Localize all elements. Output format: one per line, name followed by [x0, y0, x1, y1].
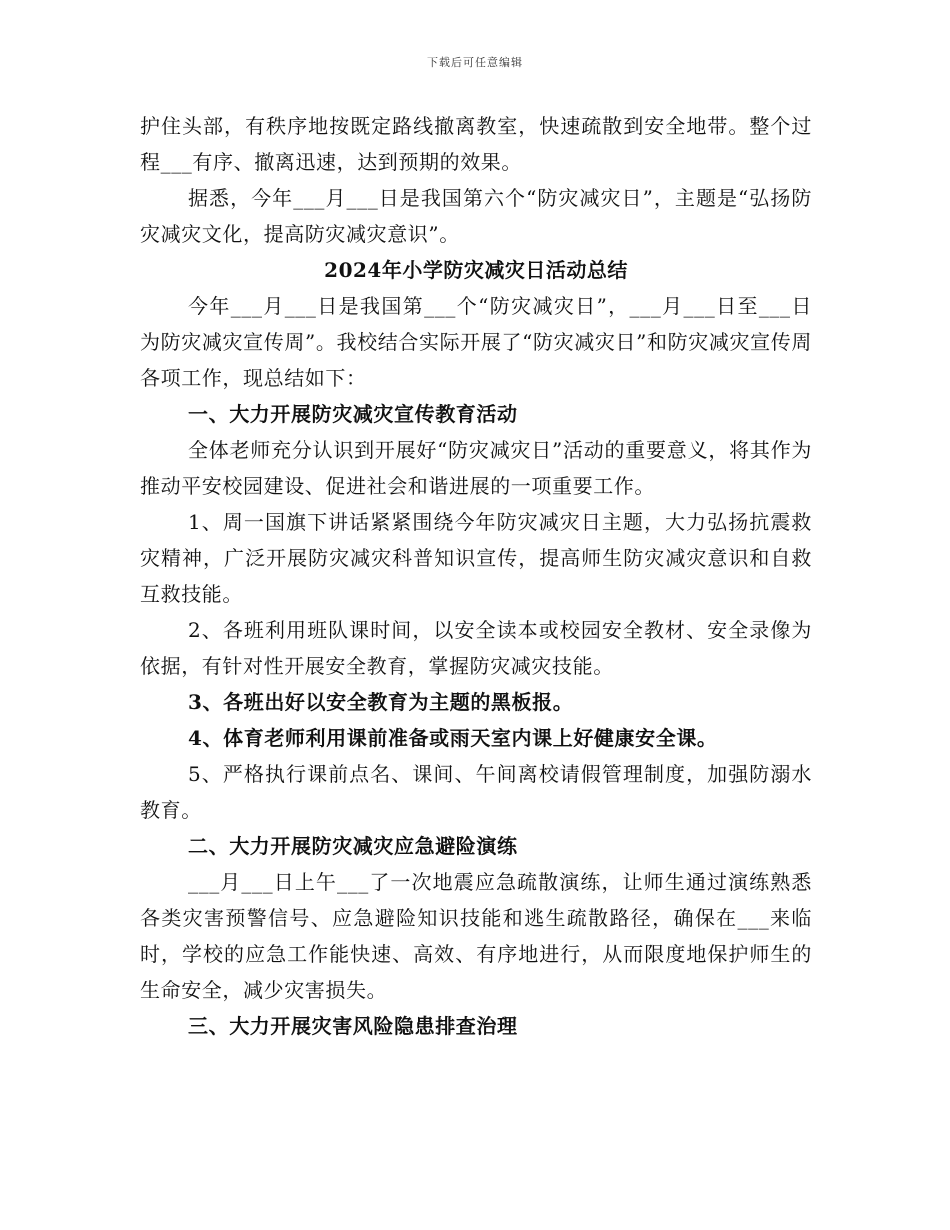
- document-title: 2024年小学防灾减灾日活动总结: [324, 258, 628, 282]
- paragraph-intro-1: 护住头部，有秩序地按既定路线撤离教室，快速疏散到安全地带。整个过程___有序、撤离迅速，达到预期的效果。: [140, 114, 812, 174]
- section-1-heading: 一、大力开展防灾减灾宣传教育活动: [188, 402, 518, 426]
- list-item-3: 3、各班出好以安全教育为主题的黑板报。: [188, 690, 574, 714]
- paragraph-opening: 今年___月___日是我国第___个“防灾减灾日”，___月___日至___日为防灾减灾宣传周”。我校结合实际开展了“防灾减灾日”和防灾减灾宣传周各项工作，现总结如下：: [140, 294, 812, 390]
- list-item-2: 2、各班利用班队课时间，以安全读本或校园安全教材、安全录像为依据，有针对性开展安全教育，掌握防灾减灾技能。: [140, 618, 812, 678]
- list-item-5: 5、严格执行课前点名、课间、午间离校请假管理制度，加强防溺水教育。: [140, 762, 812, 822]
- section-2-heading: 二、大力开展防灾减灾应急避险演练: [188, 834, 518, 858]
- document-body: [140, 108, 812, 1044]
- list-item-4: 4、体育老师利用课前准备或雨天室内课上好健康安全课。: [188, 726, 718, 750]
- page-header: 下载后可任意编辑: [427, 56, 523, 69]
- section-3-heading: 三、大力开展灾害风险隐患排查治理: [188, 1014, 518, 1038]
- section-2-paragraph: ___月___日上午___了一次地震应急疏散演练，让师生通过演练熟悉各类灾害预警信号、应急避险知识技能和逃生疏散路径，确保在___来临时，学校的应急工作能快速、高效、有序地进行，从而限度地保护师生的生命安全，减少灾害损失。: [140, 870, 812, 1002]
- paragraph-intro-2: 据悉，今年___月___日是我国第六个“防灾减灾日”，主题是“弘扬防灾减灾文化，提高防灾减灾意识”。: [140, 186, 812, 246]
- section-1-paragraph: 全体老师充分认识到开展好“防灾减灾日”活动的重要意义，将其作为推动平安校园建设、促进社会和谐进展的一项重要工作。: [140, 438, 812, 498]
- list-item-1: 1、周一国旗下讲话紧紧围绕今年防灾减灾日主题，大力弘扬抗震救灾精神，广泛开展防灾减灾科普知识宣传，提高师生防灾减灾意识和自救互救技能。: [140, 510, 812, 606]
